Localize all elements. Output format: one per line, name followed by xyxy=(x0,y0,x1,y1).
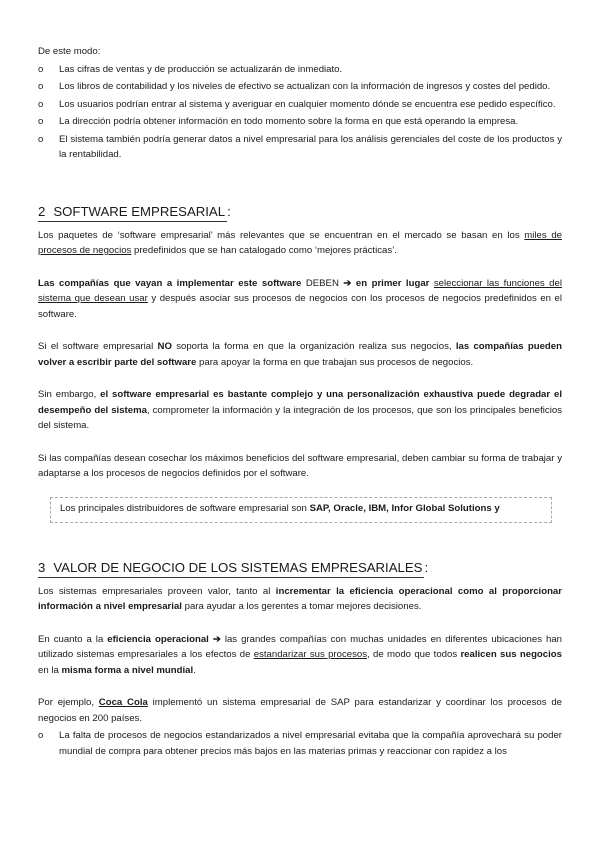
document-page xyxy=(38,44,562,761)
arrow-icon: ➔ xyxy=(212,633,221,645)
intro-bullet-list xyxy=(38,62,562,163)
list-item: o Las cifras de ventas y de producción se actualizarán de inmediato. xyxy=(38,62,562,78)
section-3-paragraph-1: Los sistemas empresariales proveen valor, tanto al incrementar la eficiencia operacional como al proporcionar información a nivel empresarial para ayudar a los gerentes a tomar mejores decisiones. xyxy=(38,585,562,612)
bullet-marker: o xyxy=(38,81,44,92)
bullet-marker: o xyxy=(38,133,44,145)
section-2-paragraph-4: Sin embargo, el software empresarial es bastante complejo y una personalización exhaustiva puede degradar el desempeño del sistema, comprometer la información y la integración de los procesos, que son los principales beneficios del sistema. xyxy=(38,389,563,431)
list-item: o La falta de procesos de negocios estandarizados a nivel empresarial evitaba que la compañía aprovechará su poder mundial de compra para obtener precios más bajos en las materias primas y reaccionar con rapidez a los xyxy=(38,730,562,757)
section-3-heading: 3 VALOR DE NEGOCIO DE LOS SISTEMAS EMPRESARIALES : xyxy=(38,559,562,578)
bullet-marker: o xyxy=(38,98,44,110)
bullet-marker: o xyxy=(38,116,44,127)
section-2-heading: 2 SOFTWARE EMPRESARIAL : xyxy=(38,203,562,222)
arrow-icon: ➔ xyxy=(343,277,352,289)
list-item: o Los libros de contabilidad y los niveles de efectivo se actualizan con la información de ingresos y costes del pedido. xyxy=(38,79,562,95)
bullet-marker: o xyxy=(38,63,44,75)
section-3-paragraph-2: En cuanto a la eficiencia operacional ➔ las grandes compañías con muchas unidades en diferentes ubicaciones han utilizado sistemas empresariales a los efectos de estandarizar sus procesos, de modo que todos realicen sus negocios en la misma forma a nivel mundial. xyxy=(38,633,562,676)
list-item: o La dirección podría obtener información en todo momento sobre la forma en que está operando la empresa. xyxy=(38,114,562,130)
section-3-bullet-list xyxy=(38,728,562,759)
section-2-paragraph-3: Si el software empresarial NO soporta la forma en que la organización realiza sus negocios, las compañías pueden volver a escribir parte del software para apoyar la forma en que trabajan sus procesos de negocios. xyxy=(38,341,562,368)
section-2-paragraph-1: Los paquetes de ‘software empresarial’ más relevantes que se encuentran en el mercado se basan en los miles de procesos de negocios predefinidos que se han catalogado como ‘mejores prácticas’. xyxy=(38,229,562,256)
section-2-paragraph-5: Si las compañías desean cosechar los máximos beneficios del software empresarial, deben cambiar su forma de trabajar y adaptarse a los procesos de negocios definidos por el software. xyxy=(38,452,562,479)
section-3-paragraph-3: Por ejemplo, Coca Cola implementó un sistema empresarial de SAP para estandarizar y coordinar los procesos de negocios en 200 países. xyxy=(38,697,562,724)
list-item: o El sistema también podría generar datos a nivel empresarial para los análisis gerenciales del coste de los productos y la rentabilidad. xyxy=(38,133,562,160)
intro-lead: De este modo: xyxy=(38,46,101,57)
section-2-paragraph-2: Las compañías que vayan a implementar este software DEBEN ➔ en primer lugar seleccionar las funciones del sistema que desean usar y después asociar sus procesos de negocios con los procesos de negocios predefinidos en el software. xyxy=(38,277,562,320)
bullet-marker: o xyxy=(38,730,44,741)
list-item: o Los usuarios podrían entrar al sistema y averiguar en cualquier momento dónde se encuentra ese pedido específico. xyxy=(38,97,562,113)
distributors-callout-box: Los principales distribuidores de software empresarial son SAP, Oracle, IBM, Infor Global Solutions y xyxy=(50,497,552,523)
